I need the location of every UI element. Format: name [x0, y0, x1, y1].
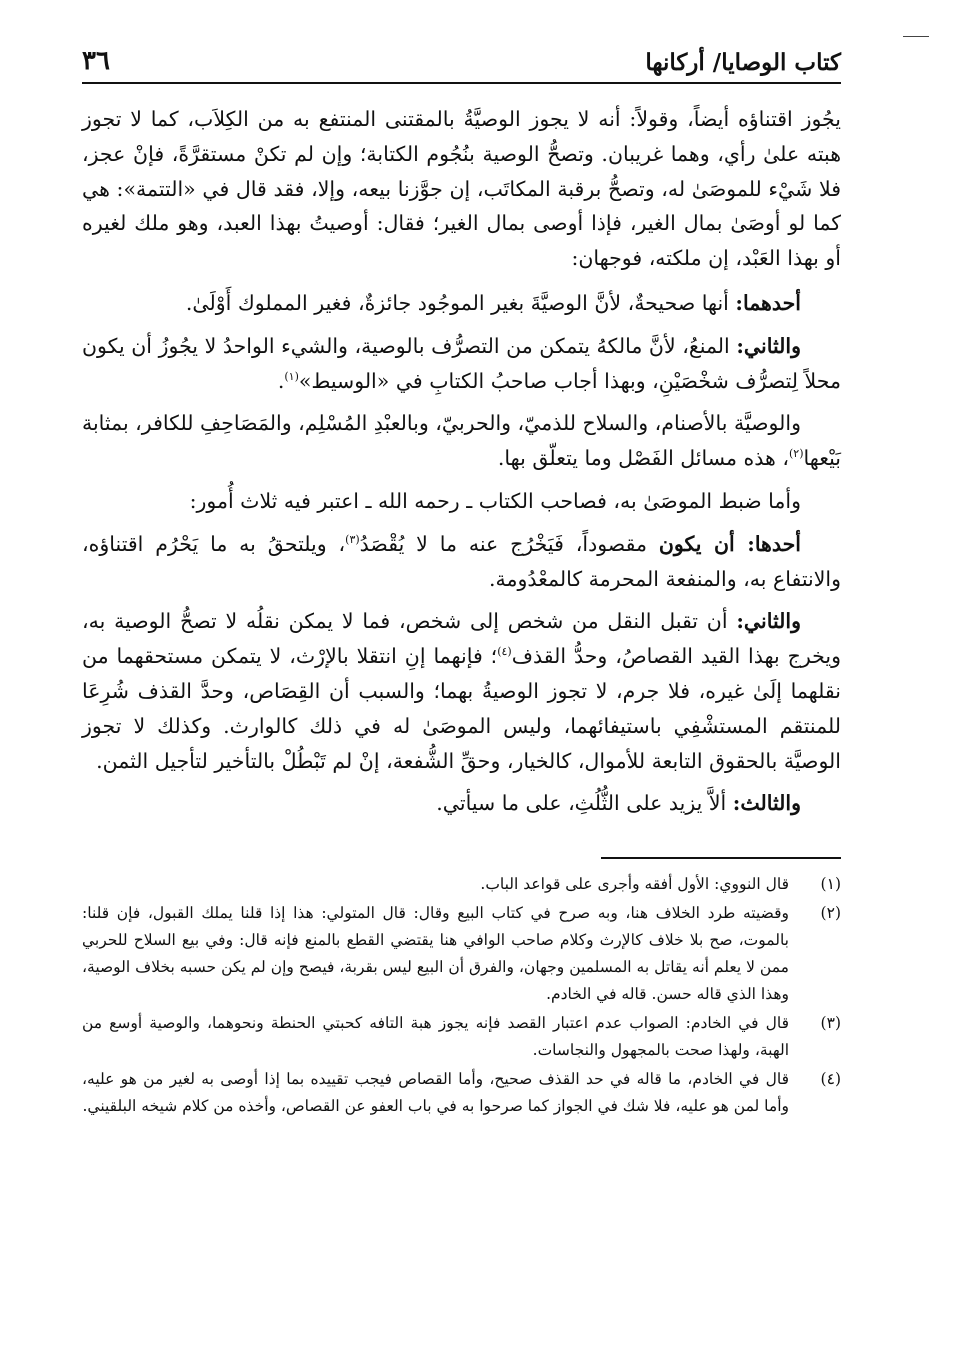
paragraph-3: [82, 329, 841, 399]
footnote-1: [82, 871, 841, 898]
footnote-number: (٣): [820, 1014, 841, 1033]
paragraph-6-lead: أحدها: أن يكون: [658, 531, 801, 556]
paragraph-4-text: والوصيَّة بالأصنام، والسلاح للذميّ، والحربيّ، وبالعبْدِ المُسْلِم، والمَصَاحِفِ للكافر، بمثابة بَيْعها: [81, 411, 841, 471]
paragraph-6-text: مقصوداً، فَيَخْرُج عنه ما لا يُقْصَدُ: [359, 531, 647, 556]
paragraph-6: [82, 527, 841, 597]
paragraph-7-end: ؛ فإنهما إنِ انتقلا بالإرْث، لا يتمكن مستحقهما من نقلهما إلَىٰ غيره، فلا جرم، لا تجوز الوصيةُ بهما؛ والسبب أن القِصَاص، وحدَّ القذف شُرِعَا للمنتقم المستشْفِي باستيفائهما، وليس الموصَىٰ له في ذلك كالوارث. وكذلك لا تجوز الوصيَّة بالحقوق التابعة للأموال، كالخيار، وحقِّ الشُّفعة، إنْ لم تَبْطُلْ بالتأخير لتأجيل الثمن.: [82, 644, 841, 773]
paragraph-3-end: .: [277, 368, 285, 393]
page-edge-mark: [903, 36, 929, 37]
footnote-3: [82, 1010, 841, 1064]
paragraph-4: [82, 406, 841, 476]
paragraph-8-text: ألاَّ يزيد على الثُّلُثِ، على ما سيأتي.: [436, 791, 727, 816]
footnote-ref-4: (٤): [497, 645, 512, 659]
paragraph-2: [82, 286, 841, 321]
paragraph-2-lead: أحدهما:: [735, 290, 801, 315]
footnote-number: (١): [820, 875, 841, 894]
running-header: [82, 36, 841, 84]
paragraph-1: يجُوز اقتناؤه أيضاً، وقولاً: أنه لا يجوز الوصيَّةُ بالمقتنى المنتفع به من الكِلاَب، كما لا تجوز هبته علىٰ رأي، وهما غريبان. وتصحُّ الوصية بنُجُوم الكتابة؛ وإن لم تكنْ مستقرَّةً، فإنْ عجز، فلا شَيْء للموصَىٰ له، وتصحُّ برقبة المكاتَب، إن جوَّزنا بيعه، وإلا، فقد قال في «التتمة»: هي كما لو أوصَىٰ بمال الغير، فإذا أوصى بمال الغير؛ فقال: أوصيتُ بهذا العبد، وهو ملك لغيره أو بهذا العَبْد، إن ملكته، فوجهان:: [82, 107, 841, 271]
footnote-text: وقضيته طرد الخلاف هنا، وبه صرح في كتاب البيع وقال: قال المتولي: هذا إذا قلنا يملك القبول، فإن قلنا: بالموت، صح بلا خلاف كالإرث وكلام صاحب الوافي هنا يقتضي القطع بالمنع فإنه قال: وفي بيع السلاح للحربي ممن لا يعلم أنه يقاتل به المسلمين وجهان، والفرق أن البيع ليس بقربة، فيصح وإن لم يكن حسبه بخلاف الوصية، وهذا الذي قاله حسن. قاله في الخادم.: [82, 904, 789, 1004]
book-page: [82, 36, 841, 1360]
footnote-number: (٢): [820, 904, 841, 923]
page-number: ٣٦: [82, 46, 110, 76]
footnote-number: (٤): [820, 1070, 841, 1089]
footnote-ref-1: (١): [284, 369, 299, 383]
footnote-ref-2: (٢): [789, 447, 804, 461]
paragraph-4-end: ، هذه مسائل الفَصْل وما يتعلّق بها.: [497, 446, 789, 471]
paragraph-3-lead: والثاني:: [736, 333, 801, 358]
paragraph-5: وأما ضبط الموصَىٰ به، فصاحب الكتاب ـ رحمه الله ـ اعتبر فيه ثلاث أُمور:: [189, 488, 801, 513]
paragraph-7: [82, 604, 841, 778]
footnote-4: [82, 1066, 841, 1120]
footnote-2: [82, 900, 841, 1008]
paragraph-3-text: المنعُ، لأنَّ مالكهُ يتمكن من التصرُّف بالوصية، والشيء الواحدُ لا يجُوزُ أن يكون محلاً لِتصرُّف شخْصَيْنِ، وبهذا أجاب صاحبُ الكتابِ في «الوسيط»: [82, 333, 841, 393]
paragraph-7-text: أن تقبل النقل من شخص إلى شخص، فما لا يمكن نقلُه لا تصحُّ الوصية به، ويخرج بهذا القيد القصاصُ، وحدُّ القذف: [82, 609, 841, 669]
paragraph-7-lead: والثاني:: [736, 609, 801, 634]
paragraph-8-lead: والثالث:: [732, 791, 801, 816]
main-text: [82, 102, 841, 821]
header-title: كتاب الوصايا/ أركانها: [645, 49, 841, 76]
paragraph-2-text: أنها صحيحةٌ، لأنَّ الوصيَّةَ بغير الموجُود جائزةٌ، فغير المملوك أَوْلَىٰ.: [185, 290, 729, 315]
footnote-separator: [601, 857, 841, 859]
footnote-text: قال في الخادم، ما قاله في حد القذف صحيح، وأما القصاص فيجب تقييده بما إذا أوصى به لغير من هو عليه، وأما لمن هو عليه، فلا شك في الجواز كما صرحوا به في باب العفو عن القصاص، وأخذه من كلام شيخه البلقيني.: [82, 1070, 789, 1116]
footnote-text: قال النووي: الأول أفقه وأجرى على قواعد الباب.: [480, 875, 789, 894]
footnotes: [82, 871, 841, 1120]
footnote-ref-3: (٣): [345, 532, 360, 546]
footnote-text: قال في الخادم: الصواب عدم اعتبار القصد فإنه يجوز هبة التافه كحبتي الحنطة ونحوهما، والوصية أوسع من الهبة، ولهذا صحت بالمجهول والنجاسات.: [82, 1014, 789, 1060]
paragraph-6-end: ، ويلتحقُ به ما يَحْرُم اقتناؤه، والانتفاع به، والمنفعة المحرمة كالمعْدُومة.: [82, 531, 841, 591]
paragraph-8: [82, 786, 841, 821]
